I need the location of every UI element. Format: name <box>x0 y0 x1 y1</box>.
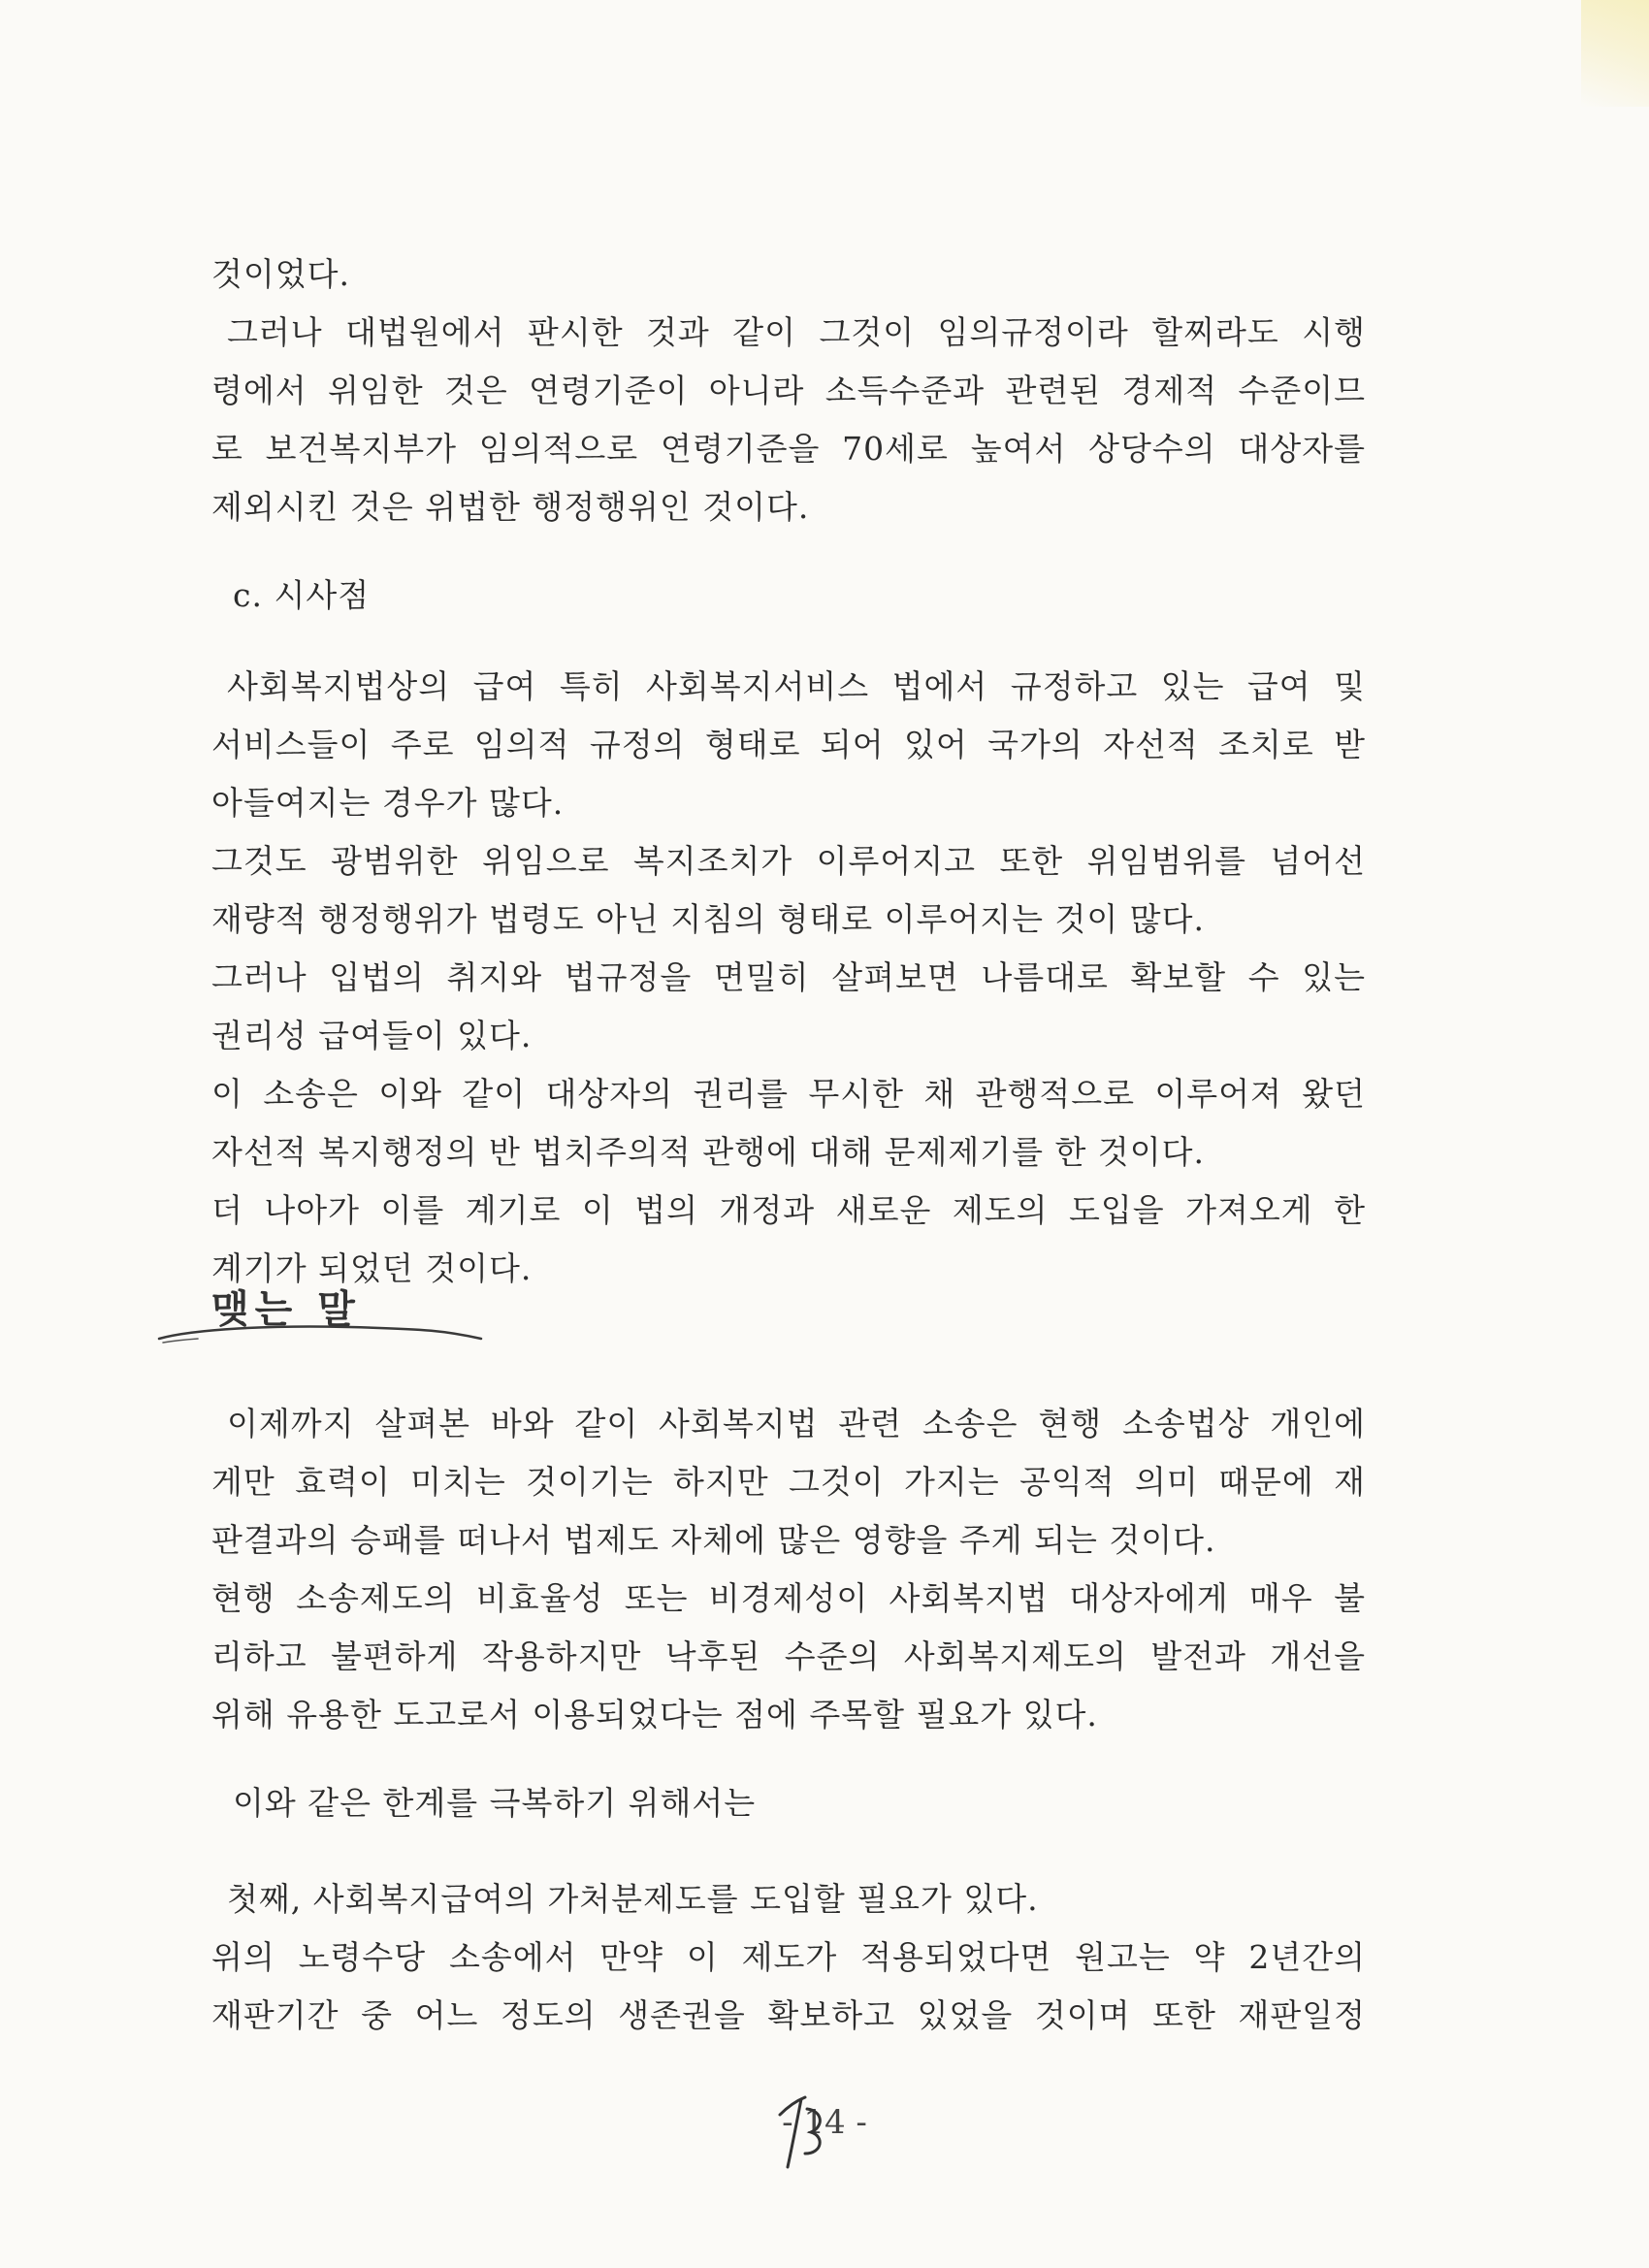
section-c-line-7: 권리성 급여들이 있다. <box>211 1017 533 1054</box>
closing-line-5: 리하고 불편하게 작용하지만 낙후된 수준의 사회복지제도의 발전과 개선을 <box>211 1637 1366 1675</box>
first-point-line-1: 첫째, 사회복지급여의 가처분제도를 도입할 필요가 있다. <box>227 1880 1039 1918</box>
intro-line-5: 제외시킨 것은 위법한 행정행위인 것이다. <box>211 488 810 526</box>
paper-corner-stain <box>1581 0 1649 107</box>
intro-line-4: 로 보건복지부가 임의적으로 연령기준을 70세로 높여서 상당수의 대상자를 <box>211 430 1366 468</box>
closing-heading: 맺는 말 <box>211 1287 361 1332</box>
first-point-paragraph <box>211 1870 1366 2045</box>
closing-line-1: 이제까지 살펴본 바와 같이 사회복지법 관련 소송은 현행 소송법상 개인에 <box>227 1405 1366 1442</box>
section-c-line-5: 재량적 행정행위가 법령도 아닌 지침의 형태로 이루어지는 것이 많다. <box>211 900 1205 938</box>
closing-line-6: 위해 유용한 도고로서 이용되었다는 점에 주목할 필요가 있다. <box>211 1696 1098 1733</box>
intro-paragraph <box>211 245 1366 536</box>
section-c-line-9: 자선적 복지행정의 반 법치주의적 관행에 대해 문제제기를 한 것이다. <box>211 1133 1205 1171</box>
section-c-line-1: 사회복지법상의 급여 특히 사회복지서비스 법에서 규정하고 있는 급여 및 <box>227 667 1366 705</box>
closing-line-3: 판결과의 승패를 떠나서 법제도 자체에 많은 영향을 주게 되는 것이다. <box>211 1521 1216 1559</box>
intro-line-2: 그러나 대법원에서 판시한 것과 같이 그것이 임의규정이라 할찌라도 시행 <box>227 313 1366 351</box>
closing-line-2: 게만 효력이 미치는 것이기는 하지만 그것이 가지는 공익적 의미 때문에 재 <box>211 1463 1366 1501</box>
hand-drawn-underline <box>155 1317 485 1346</box>
section-c-line-10: 더 나아가 이를 계기로 이 법의 개정과 새로운 제도의 도입을 가져오게 한 <box>211 1191 1366 1229</box>
intro-line-3: 령에서 위임한 것은 연령기준이 아니라 소득수준과 관련된 경제적 수준이므 <box>211 372 1366 409</box>
section-c-line-4: 그것도 광범위한 위임으로 복지조치가 이루어지고 또한 위임범위를 넘어선 <box>211 842 1366 880</box>
page-number: - 14 - <box>782 2103 867 2142</box>
section-c-line-3: 아들여지는 경우가 많다. <box>211 784 565 822</box>
section-c-line-6: 그러나 입법의 취지와 법규정을 면밀히 살펴보면 나름대로 확보할 수 있는 <box>211 958 1366 996</box>
overcome-intro: 이와 같은 한계를 극복하기 위해서는 <box>233 1784 757 1822</box>
closing-line-4: 현행 소송제도의 비효율성 또는 비경제성이 사회복지법 대상자에게 매우 불 <box>211 1579 1366 1617</box>
closing-paragraph <box>211 1395 1366 1744</box>
first-point-line-3: 재판기간 중 어느 정도의 생존권을 확보하고 있었을 것이며 또한 재판일정 <box>211 1996 1366 2034</box>
intro-line-1: 것이었다. <box>211 255 351 293</box>
section-c-paragraph <box>211 658 1366 1298</box>
section-c-line-11: 계기가 되었던 것이다. <box>211 1249 533 1287</box>
handwritten-page-mark <box>762 2086 840 2173</box>
section-c-heading: c. 시사점 <box>233 576 371 614</box>
section-c-line-2: 서비스들이 주로 임의적 규정의 형태로 되어 있어 국가의 자선적 조치로 받 <box>211 726 1366 763</box>
section-c-line-8: 이 소송은 이와 같이 대상자의 권리를 무시한 채 관행적으로 이루어져 왔던 <box>211 1075 1366 1113</box>
first-point-line-2: 위의 노령수당 소송에서 만약 이 제도가 적용되었다면 원고는 약 2년간의 <box>211 1938 1366 1976</box>
